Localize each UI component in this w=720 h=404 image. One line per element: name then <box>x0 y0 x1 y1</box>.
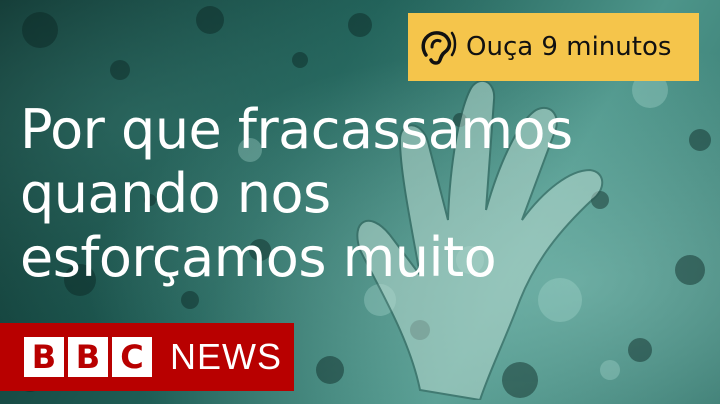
bbc-letter-b1: B <box>24 337 64 377</box>
headline <box>20 98 700 290</box>
listen-icon <box>418 27 458 67</box>
listen-badge[interactable] <box>408 13 699 81</box>
listen-duration-label: Ouça 9 minutos <box>466 32 672 62</box>
headline-line-2: quando nos <box>20 162 331 225</box>
bbc-news-logo <box>0 323 294 391</box>
headline-line-3: esforçamos muito <box>20 226 497 289</box>
headline-line-1: Por que fracassamos <box>20 98 573 161</box>
news-label: NEWS <box>170 336 282 377</box>
bbc-letter-c: C <box>112 337 152 377</box>
bbc-letter-b2: B <box>68 337 108 377</box>
